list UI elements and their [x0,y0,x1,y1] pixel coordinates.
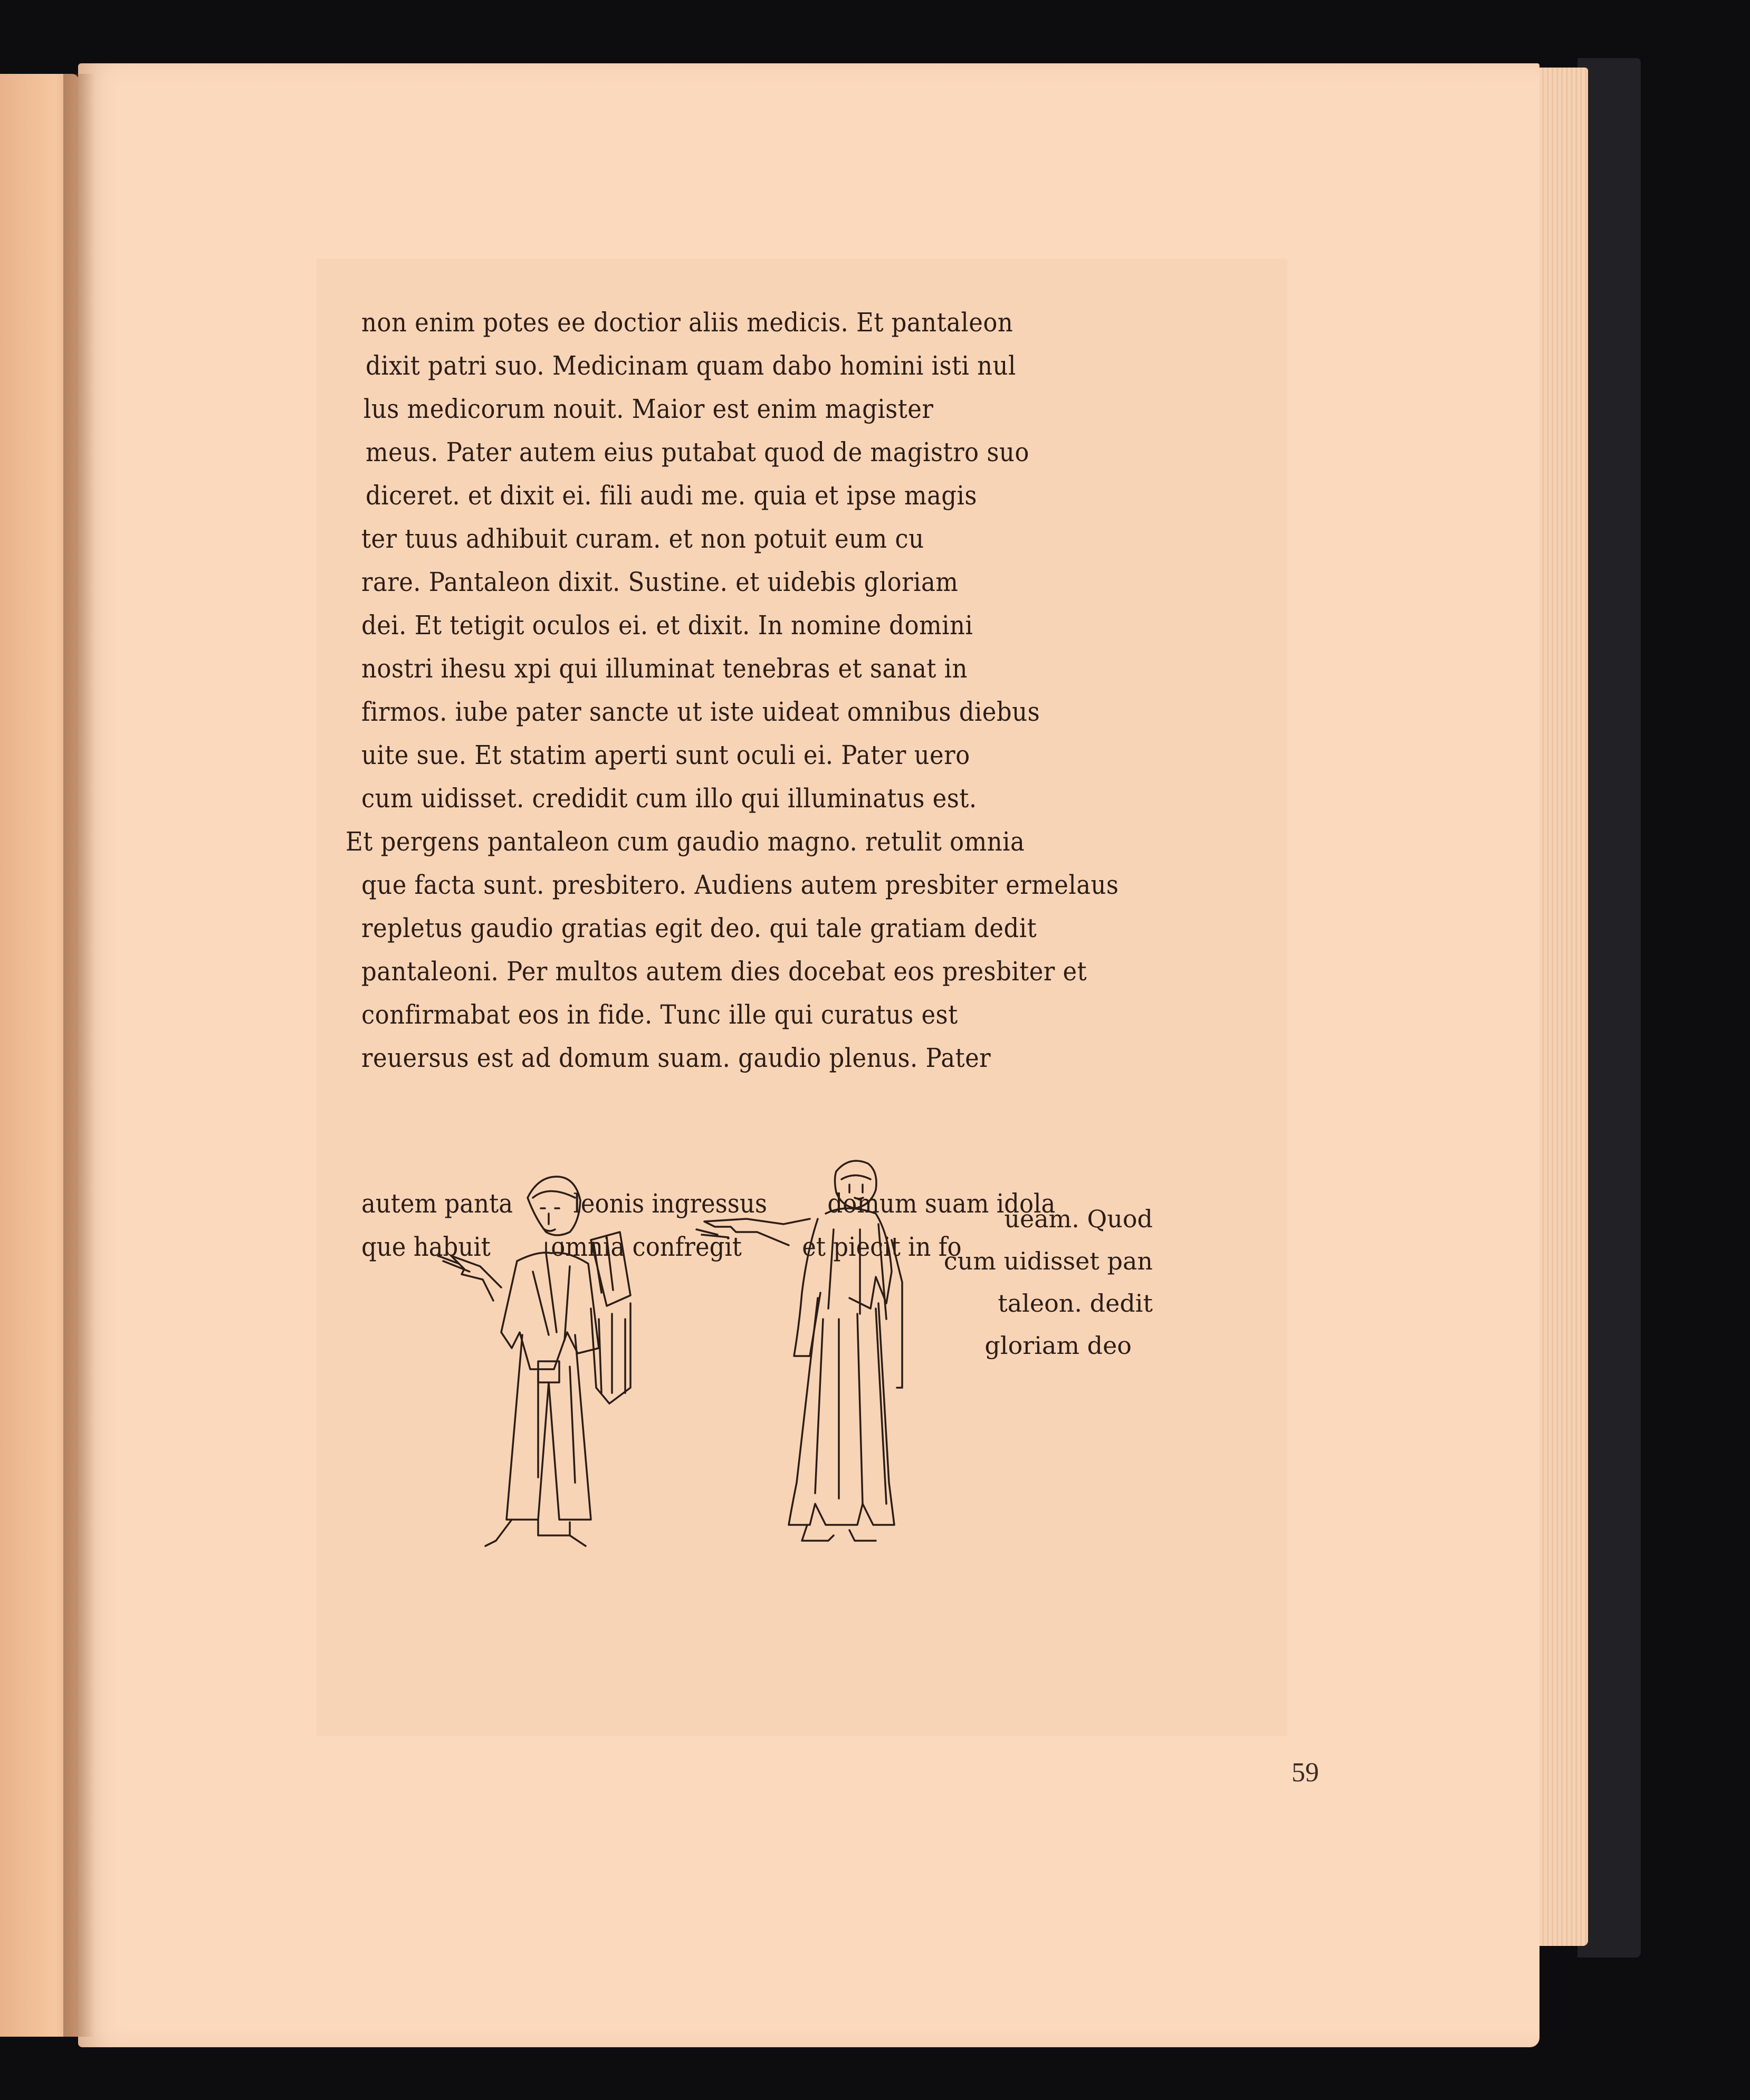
manuscript-line: que facta sunt. presbitero. Audiens autem presbiter ermelaus [361,870,1119,900]
manuscript-line: dixit patri suo. Medicinam quam dabo homini isti nul [366,350,1016,381]
book-gutter [63,74,95,2037]
manuscript-line: taleon. dedit [998,1289,1153,1318]
manuscript-line: reuersus est ad domum suam. gaudio plenus. Pater [361,1043,991,1073]
manuscript-line: nostri ihesu xpi qui illuminat tenebras et sanat in [361,653,968,684]
figure-drawing [359,1150,1182,1678]
manuscript-line: ter tuus adhibuit curam. et non potuit eum cu [361,523,924,554]
manuscript-line: firmos. iube pater sancte ut iste uideat omnibus diebus [361,696,1040,727]
manuscript-line: pantaleoni. Per multos autem dies docebat eos presbiter et [361,956,1087,987]
manuscript-line: gloriam deo [984,1331,1132,1360]
manuscript-line: uite sue. Et statim aperti sunt oculi ei. Pater uero [361,740,970,770]
manuscript-line: autem panta leonis ingressus domum suam idola [361,1188,1056,1219]
page-number: 59 [1292,1758,1319,1788]
manuscript-line: cum uidisset. credidit cum illo qui illuminatus est. [361,783,977,814]
manuscript-line: lus medicorum nouit. Maior est enim magister [364,394,934,424]
manuscript-line: non enim potes ee doctior aliis medicis. Et pantaleon [361,307,1013,338]
manuscript-line: confirmabat eos in fide. Tunc ille qui curatus est [361,999,958,1030]
figure-right-person [696,1161,902,1541]
manuscript-line: meus. Pater autem eius putabat quod de magistro suo [366,437,1029,467]
manuscript-line: dei. Et tetigit oculos ei. et dixit. In nomine domini [361,610,973,641]
manuscript-line: ueam. Quod [1004,1205,1153,1233]
manuscript-line: cum uidisset pan [943,1247,1153,1275]
manuscript-line: que habuit omnia confregit et piecit in fo [361,1232,962,1262]
manuscript-line: diceret. et dixit ei. fili audi me. quia et ipse magis [366,480,977,511]
manuscript-line: repletus gaudio gratias egit deo. qui tale gratiam dedit [361,913,1037,943]
manuscript-line: rare. Pantaleon dixit. Sustine. et uidebis gloriam [361,567,959,597]
manuscript-line: Et pergens pantaleon cum gaudio magno. retulit omnia [346,826,1025,857]
figure-left-saint [438,1177,630,1546]
manuscript-text [346,301,1174,1080]
